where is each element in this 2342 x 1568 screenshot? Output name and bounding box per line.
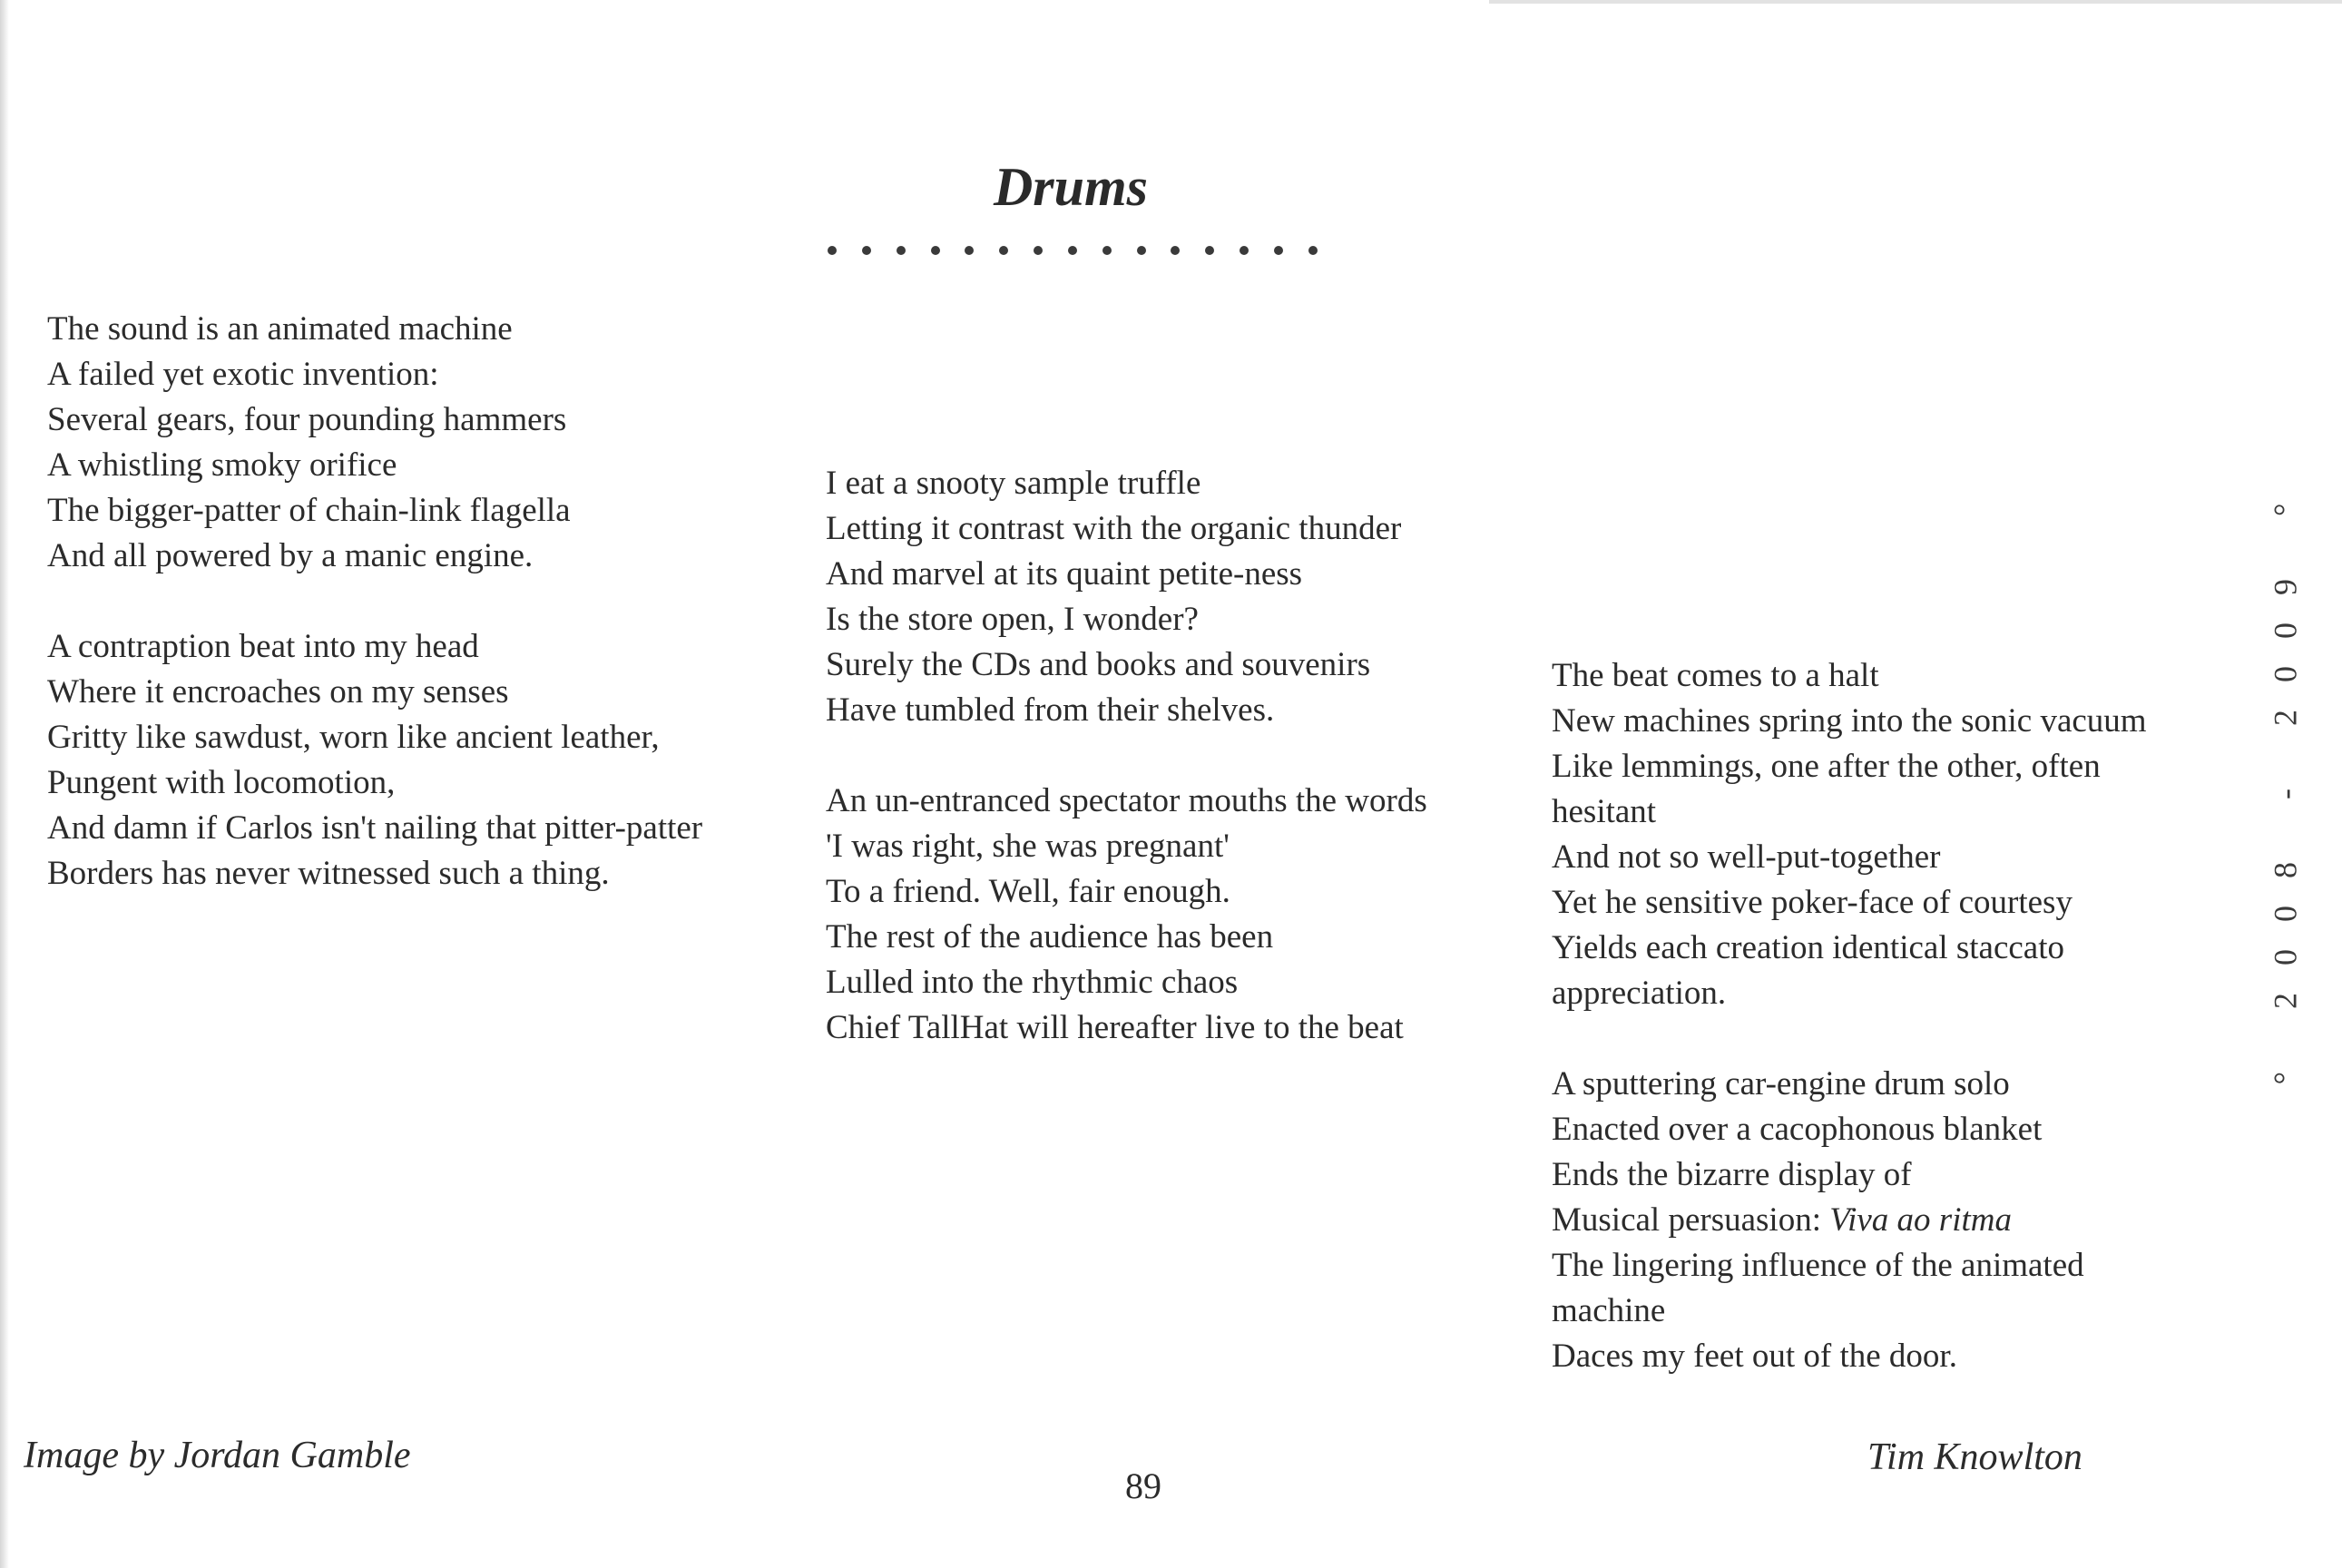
divider-dot (931, 246, 940, 255)
poem-line: The beat comes to a halt (1552, 657, 1879, 694)
poem-line: Ends the bizarre display of (1552, 1156, 1912, 1193)
poem-line: A whistling smoky orifice (47, 446, 397, 484)
column2-stanza1 (826, 461, 1401, 733)
divider-dot (1102, 246, 1112, 255)
poem-line: Gritty like sawdust, worn like ancient leather, (47, 719, 660, 756)
divider-dot (1034, 246, 1043, 255)
poem-line: Have tumbled from their shelves. (826, 691, 1275, 729)
poem-line: And marvel at its quaint petite-ness (826, 555, 1303, 593)
divider-dot (1240, 246, 1249, 255)
poem-line: Pungent with locomotion, (47, 764, 396, 801)
persuasion-italic-phrase: Viva ao ritma (1829, 1201, 2012, 1239)
column3-stanza1 (1552, 653, 2147, 1016)
poem-line: The sound is an animated machine (47, 310, 513, 348)
poem-line: The lingering influence of the animated (1552, 1247, 2084, 1284)
divider-dot (1171, 246, 1180, 255)
image-credit: Image by Jordan Gamble (24, 1435, 411, 1476)
poem-line: hesitant (1552, 793, 1657, 830)
poem-line: Chief TallHat will hereafter live to the beat (826, 1009, 1404, 1046)
column3-stanza2 (1552, 1062, 2084, 1379)
poem-line: Like lemmings, one after the other, often (1552, 748, 2101, 785)
poem-line: Is the store open, I wonder? (826, 601, 1199, 638)
poem-line: Several gears, four pounding hammers (47, 401, 567, 438)
poem-line: appreciation. (1552, 975, 1727, 1012)
page-edge-shadow (0, 0, 9, 1568)
date-range-text: ° 2008 - 2009 ° (2267, 475, 2303, 1085)
poem-line: machine (1552, 1292, 1666, 1329)
poem-line: And not so well-put-together (1552, 838, 1941, 876)
vertical-date-range (2258, 454, 2312, 1107)
poem-line: Where it encroaches on my senses (47, 673, 509, 710)
poem-line: New machines spring into the sonic vacuum (1552, 702, 2147, 740)
poem-line: A sputtering car-engine drum solo (1552, 1065, 2010, 1102)
page-number: 89 (1125, 1465, 1161, 1506)
column1-stanza2 (47, 624, 702, 897)
poem-line: The bigger-patter of chain-link flagella (47, 492, 571, 529)
poem-line: A failed yet exotic invention: (47, 356, 439, 393)
poem-line: Daces my feet out of the door. (1552, 1338, 1957, 1375)
poem-line: Surely the CDs and books and souvenirs (826, 646, 1371, 683)
poem-line: The rest of the audience has been (826, 918, 1274, 956)
column1-stanza1 (47, 307, 571, 579)
author-name: Tim Knowlton (1867, 1436, 2082, 1478)
poem-line: And damn if Carlos isn't nailing that pitter-patter (47, 809, 703, 847)
divider-dot (897, 246, 906, 255)
poem-line: Lulled into the rhythmic chaos (826, 964, 1239, 1001)
poem-line: Borders has never witnessed such a thing. (47, 855, 610, 892)
divider-dot (828, 246, 837, 255)
title-dot-divider (828, 241, 1318, 260)
poem-line-persuasion (1552, 1198, 2084, 1243)
divider-dot (1308, 246, 1318, 255)
divider-dot (999, 246, 1008, 255)
divider-dot (1068, 246, 1077, 255)
poem-line: A contraption beat into my head (47, 628, 479, 665)
poem-line: To a friend. Well, fair enough. (826, 873, 1230, 910)
divider-dot (862, 246, 871, 255)
divider-dot (1274, 246, 1283, 255)
divider-dot (1205, 246, 1214, 255)
persuasion-label: Musical persuasion: (1552, 1201, 1830, 1239)
poem-line: I eat a snooty sample truffle (826, 465, 1201, 502)
poem-line: Letting it contrast with the organic thunder (826, 510, 1402, 547)
poem-title: Drums (993, 157, 1149, 217)
poem-line: Yields each creation identical staccato (1552, 929, 2065, 966)
divider-dot (965, 246, 974, 255)
poem-line: 'I was right, she was pregnant' (826, 828, 1230, 865)
poem-line: And all powered by a manic engine. (47, 537, 534, 574)
poem-line: Yet he sensitive poker-face of courtesy (1552, 884, 2073, 921)
poem-line: Enacted over a cacophonous blanket (1552, 1111, 2043, 1148)
page-top-edge (1489, 0, 2342, 4)
column2-stanza2 (826, 779, 1427, 1051)
poem-line: An un-entranced spectator mouths the words (826, 782, 1427, 819)
divider-dot (1137, 246, 1146, 255)
